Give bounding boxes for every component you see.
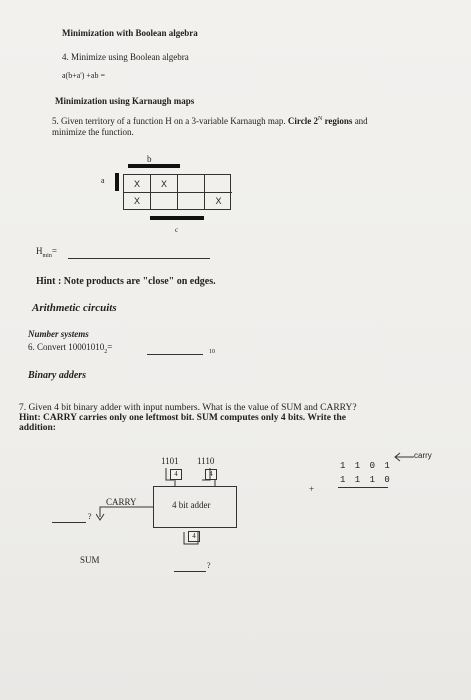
carry-label: CARRY	[106, 497, 137, 507]
kmap-a-bar	[115, 173, 119, 191]
column-top: 1 1 0 1	[340, 461, 392, 471]
kmap-cell	[151, 192, 178, 210]
number-systems-heading: Number systems	[28, 329, 89, 339]
carry-arrow	[96, 505, 154, 523]
question-6-sub: 2	[104, 348, 108, 355]
question-6-eq: =	[107, 342, 113, 352]
adder-label: 4 bit adder	[172, 500, 211, 510]
question-5-sup: N	[318, 116, 323, 122]
kmap-cell: X	[124, 175, 151, 193]
kmap-cell	[178, 192, 205, 210]
kmap-label-c: c	[175, 226, 179, 234]
question-5-circle: Circle 2	[287, 116, 318, 126]
kmap-cell: X	[124, 192, 151, 210]
sum-unknown: ?	[207, 561, 211, 570]
kmap-grid	[123, 174, 231, 210]
kmap-hint	[36, 276, 216, 287]
hmin-label	[36, 246, 57, 259]
kmap-cell: X	[215, 196, 222, 206]
question-6-text: 6. Convert 10001010	[28, 342, 105, 352]
question-5-line1	[52, 116, 368, 126]
boolean-expression: a(b+a') +ab =	[62, 71, 105, 80]
carry-note: carry	[414, 451, 432, 460]
kmap-cell	[178, 175, 205, 193]
adder-input-a: 1101	[161, 456, 179, 466]
kmap-cell	[205, 175, 232, 193]
q6-base: 10	[209, 349, 215, 355]
kmap-label-b: b	[147, 154, 152, 164]
q6-answer-line[interactable]	[147, 354, 203, 355]
hmin-h: H	[36, 246, 43, 256]
four-bit-adder-box	[153, 486, 237, 528]
hmin-eq: =	[51, 246, 57, 256]
question-6	[28, 342, 112, 355]
sum-output-arrow	[178, 528, 208, 550]
bus-width-sum: 4	[188, 531, 200, 542]
section-heading-boolean: Minimization with Boolean algebra	[62, 28, 198, 38]
carry-unknown: ?	[88, 512, 92, 521]
section-heading-adders: Binary adders	[28, 370, 87, 381]
hmin-answer-line[interactable]	[68, 258, 210, 259]
carry-note-arrow	[394, 452, 416, 462]
column-bottom: 1 1 1 0	[340, 475, 392, 485]
question-7-line2: Hint: CARRY carries only one leftmost bit. SUM computes only 4 bits. Write the	[19, 413, 346, 423]
question-5-and: and	[354, 116, 368, 126]
question-5-regions: regions	[324, 116, 353, 126]
question-5-text: 5. Given territory of a function H on a 3-variable Karnaugh map.	[52, 116, 286, 126]
question-4: 4. Minimize using Boolean algebra	[62, 52, 189, 62]
hint-text: Hint : Note products are "close" on edges.	[36, 276, 216, 287]
section-heading-kmap: Minimization using Karnaugh maps	[55, 96, 195, 106]
hmin-sub: min	[42, 252, 52, 259]
kmap-c-bar	[150, 216, 204, 220]
question-5-line2: minimize the function.	[52, 127, 134, 137]
bus-width-a: 4	[170, 469, 182, 480]
section-heading-arithmetic: Arithmetic circuits	[32, 302, 117, 314]
question-7-line1: 7. Given 4 bit binary adder with input numbers. What is the value of SUM and CARRY?	[19, 403, 357, 413]
kmap-b-bar	[128, 164, 180, 168]
column-sum-line[interactable]	[338, 487, 388, 488]
adder-input-arrows	[160, 466, 230, 488]
question-7-line3: addition:	[19, 423, 56, 433]
kmap-label-a: a	[101, 176, 105, 185]
sum-answer-line[interactable]	[174, 571, 206, 572]
plus-sign: +	[309, 484, 315, 494]
bus-width-b: 4	[205, 469, 217, 480]
kmap-cell: X	[151, 175, 178, 193]
sum-label: SUM	[80, 555, 100, 565]
carry-answer-line[interactable]	[52, 522, 86, 523]
adder-input-b: 1110	[197, 456, 215, 466]
